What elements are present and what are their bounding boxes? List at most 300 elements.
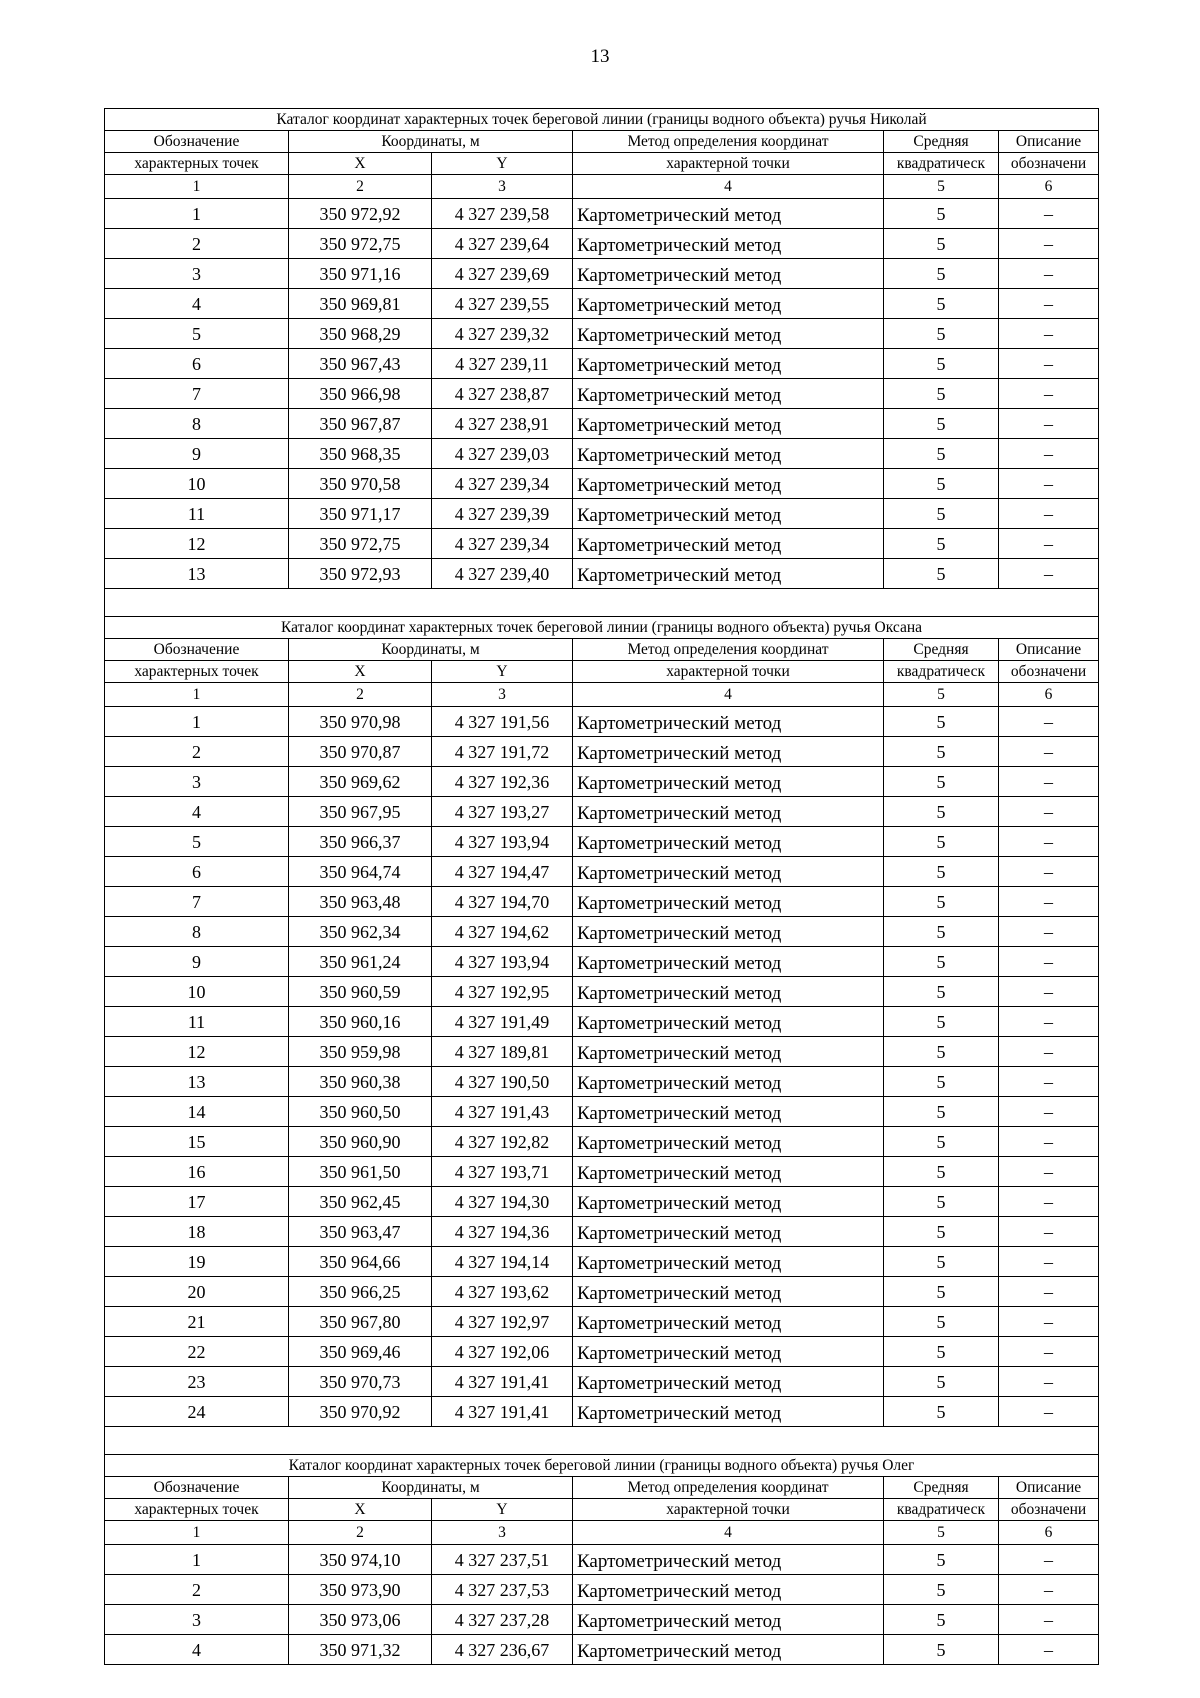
coord-y: 4 327 238,87 bbox=[432, 379, 573, 409]
coord-x: 350 963,48 bbox=[289, 887, 432, 917]
coord-y: 4 327 191,41 bbox=[432, 1397, 573, 1427]
point-id: 4 bbox=[105, 289, 289, 319]
accuracy-cell: 5 bbox=[884, 857, 999, 887]
point-id: 11 bbox=[105, 1007, 289, 1037]
method-cell: Картометрический метод bbox=[573, 1037, 884, 1067]
table-row bbox=[105, 1187, 1099, 1217]
coord-y: 4 327 193,62 bbox=[432, 1277, 573, 1307]
point-id: 2 bbox=[105, 229, 289, 259]
accuracy-cell: 5 bbox=[884, 1217, 999, 1247]
coord-x: 350 964,66 bbox=[289, 1247, 432, 1277]
header-accuracy-2: квадратическ bbox=[884, 153, 999, 175]
header-designation: Обозначение bbox=[105, 1477, 289, 1499]
accuracy-cell: 5 bbox=[884, 1575, 999, 1605]
description-cell: – bbox=[999, 737, 1099, 767]
coord-x: 350 967,43 bbox=[289, 349, 432, 379]
table-row bbox=[105, 1307, 1099, 1337]
coord-y: 4 327 194,47 bbox=[432, 857, 573, 887]
header-y: Y bbox=[432, 1499, 573, 1521]
accuracy-cell: 5 bbox=[884, 259, 999, 289]
accuracy-cell: 5 bbox=[884, 797, 999, 827]
catalog-body bbox=[105, 109, 1099, 1665]
header-description-2: обозначени bbox=[999, 661, 1099, 683]
method-cell: Картометрический метод bbox=[573, 767, 884, 797]
table-row bbox=[105, 469, 1099, 499]
header-row-1 bbox=[105, 131, 1099, 153]
point-id: 12 bbox=[105, 529, 289, 559]
column-number: 1 bbox=[105, 175, 289, 199]
method-cell: Картометрический метод bbox=[573, 887, 884, 917]
header-method-2: характерной точки bbox=[573, 661, 884, 683]
coord-y: 4 327 191,41 bbox=[432, 1367, 573, 1397]
coord-y: 4 327 193,94 bbox=[432, 947, 573, 977]
description-cell: – bbox=[999, 199, 1099, 229]
coord-x: 350 974,10 bbox=[289, 1545, 432, 1575]
coord-y: 4 327 239,39 bbox=[432, 499, 573, 529]
coord-x: 350 967,87 bbox=[289, 409, 432, 439]
point-id: 23 bbox=[105, 1367, 289, 1397]
table-row bbox=[105, 529, 1099, 559]
method-cell: Картометрический метод bbox=[573, 947, 884, 977]
header-method: Метод определения координат bbox=[573, 639, 884, 661]
spacer-cell bbox=[105, 589, 1099, 617]
method-cell: Картометрический метод bbox=[573, 199, 884, 229]
catalog-title: Каталог координат характерных точек береговой линии (границы водного объекта) ручья Николай bbox=[105, 109, 1099, 131]
coord-x: 350 962,34 bbox=[289, 917, 432, 947]
accuracy-cell: 5 bbox=[884, 707, 999, 737]
method-cell: Картометрический метод bbox=[573, 529, 884, 559]
description-cell: – bbox=[999, 439, 1099, 469]
spacer-row bbox=[105, 589, 1099, 617]
table-row bbox=[105, 379, 1099, 409]
header-row-1 bbox=[105, 1477, 1099, 1499]
coord-x: 350 960,59 bbox=[289, 977, 432, 1007]
header-designation-2: характерных точек bbox=[105, 1499, 289, 1521]
point-id: 8 bbox=[105, 409, 289, 439]
method-cell: Картометрический метод bbox=[573, 977, 884, 1007]
description-cell: – bbox=[999, 707, 1099, 737]
point-id: 16 bbox=[105, 1157, 289, 1187]
accuracy-cell: 5 bbox=[884, 737, 999, 767]
accuracy-cell: 5 bbox=[884, 349, 999, 379]
coord-y: 4 327 238,91 bbox=[432, 409, 573, 439]
table-row bbox=[105, 199, 1099, 229]
coord-x: 350 968,35 bbox=[289, 439, 432, 469]
method-cell: Картометрический метод bbox=[573, 707, 884, 737]
column-number: 5 bbox=[884, 1521, 999, 1545]
header-row-1 bbox=[105, 639, 1099, 661]
coord-x: 350 967,80 bbox=[289, 1307, 432, 1337]
point-id: 5 bbox=[105, 827, 289, 857]
coord-y: 4 327 239,64 bbox=[432, 229, 573, 259]
coord-y: 4 327 193,71 bbox=[432, 1157, 573, 1187]
coord-x: 350 967,95 bbox=[289, 797, 432, 827]
coord-y: 4 327 194,36 bbox=[432, 1217, 573, 1247]
method-cell: Картометрический метод bbox=[573, 229, 884, 259]
coord-x: 350 959,98 bbox=[289, 1037, 432, 1067]
coord-x: 350 960,16 bbox=[289, 1007, 432, 1037]
description-cell: – bbox=[999, 1397, 1099, 1427]
description-cell: – bbox=[999, 1097, 1099, 1127]
method-cell: Картометрический метод bbox=[573, 1545, 884, 1575]
coord-y: 4 327 190,50 bbox=[432, 1067, 573, 1097]
header-designation: Обозначение bbox=[105, 639, 289, 661]
table-row bbox=[105, 737, 1099, 767]
coord-y: 4 327 194,70 bbox=[432, 887, 573, 917]
coord-x: 350 970,58 bbox=[289, 469, 432, 499]
accuracy-cell: 5 bbox=[884, 289, 999, 319]
point-id: 13 bbox=[105, 559, 289, 589]
table-row bbox=[105, 1037, 1099, 1067]
coord-x: 350 973,90 bbox=[289, 1575, 432, 1605]
table-row bbox=[105, 797, 1099, 827]
point-id: 6 bbox=[105, 857, 289, 887]
header-description: Описание bbox=[999, 1477, 1099, 1499]
column-number: 1 bbox=[105, 1521, 289, 1545]
header-x: X bbox=[289, 1499, 432, 1521]
point-id: 8 bbox=[105, 917, 289, 947]
column-number: 4 bbox=[573, 683, 884, 707]
coord-y: 4 327 192,36 bbox=[432, 767, 573, 797]
coord-x: 350 964,74 bbox=[289, 857, 432, 887]
point-id: 4 bbox=[105, 1635, 289, 1665]
table-row bbox=[105, 1217, 1099, 1247]
method-cell: Картометрический метод bbox=[573, 379, 884, 409]
column-number: 3 bbox=[432, 175, 573, 199]
header-y: Y bbox=[432, 661, 573, 683]
coord-x: 350 969,62 bbox=[289, 767, 432, 797]
description-cell: – bbox=[999, 977, 1099, 1007]
table-row bbox=[105, 1007, 1099, 1037]
description-cell: – bbox=[999, 349, 1099, 379]
method-cell: Картометрический метод bbox=[573, 469, 884, 499]
column-number: 5 bbox=[884, 175, 999, 199]
column-number: 2 bbox=[289, 1521, 432, 1545]
description-cell: – bbox=[999, 379, 1099, 409]
accuracy-cell: 5 bbox=[884, 1067, 999, 1097]
catalog-title-row bbox=[105, 617, 1099, 639]
coord-y: 4 327 237,28 bbox=[432, 1605, 573, 1635]
accuracy-cell: 5 bbox=[884, 229, 999, 259]
coord-x: 350 971,17 bbox=[289, 499, 432, 529]
header-description: Описание bbox=[999, 131, 1099, 153]
accuracy-cell: 5 bbox=[884, 1187, 999, 1217]
coord-x: 350 961,24 bbox=[289, 947, 432, 977]
accuracy-cell: 5 bbox=[884, 1397, 999, 1427]
point-id: 15 bbox=[105, 1127, 289, 1157]
coord-y: 4 327 192,95 bbox=[432, 977, 573, 1007]
column-number: 4 bbox=[573, 1521, 884, 1545]
table-row bbox=[105, 499, 1099, 529]
header-coordinates: Координаты, м bbox=[289, 1477, 573, 1499]
point-id: 3 bbox=[105, 259, 289, 289]
accuracy-cell: 5 bbox=[884, 1367, 999, 1397]
table-row bbox=[105, 1277, 1099, 1307]
spacer-row bbox=[105, 1427, 1099, 1455]
description-cell: – bbox=[999, 767, 1099, 797]
table-row bbox=[105, 857, 1099, 887]
description-cell: – bbox=[999, 1157, 1099, 1187]
description-cell: – bbox=[999, 947, 1099, 977]
coord-x: 350 972,75 bbox=[289, 529, 432, 559]
method-cell: Картометрический метод bbox=[573, 827, 884, 857]
header-description: Описание bbox=[999, 639, 1099, 661]
description-cell: – bbox=[999, 1277, 1099, 1307]
header-accuracy: Средняя bbox=[884, 131, 999, 153]
coord-x: 350 970,98 bbox=[289, 707, 432, 737]
coord-x: 350 960,50 bbox=[289, 1097, 432, 1127]
point-id: 3 bbox=[105, 1605, 289, 1635]
point-id: 2 bbox=[105, 737, 289, 767]
accuracy-cell: 5 bbox=[884, 199, 999, 229]
page-number: 13 bbox=[590, 46, 610, 67]
accuracy-cell: 5 bbox=[884, 529, 999, 559]
column-numbers-row bbox=[105, 1521, 1099, 1545]
accuracy-cell: 5 bbox=[884, 409, 999, 439]
coord-y: 4 327 239,34 bbox=[432, 529, 573, 559]
accuracy-cell: 5 bbox=[884, 379, 999, 409]
table-row bbox=[105, 349, 1099, 379]
coord-y: 4 327 237,51 bbox=[432, 1545, 573, 1575]
header-accuracy-2: квадратическ bbox=[884, 1499, 999, 1521]
description-cell: – bbox=[999, 1545, 1099, 1575]
method-cell: Картометрический метод bbox=[573, 1247, 884, 1277]
point-id: 12 bbox=[105, 1037, 289, 1067]
table-row bbox=[105, 1367, 1099, 1397]
description-cell: – bbox=[999, 797, 1099, 827]
catalog-title-row bbox=[105, 1455, 1099, 1477]
point-id: 3 bbox=[105, 767, 289, 797]
header-method: Метод определения координат bbox=[573, 131, 884, 153]
coord-x: 350 966,37 bbox=[289, 827, 432, 857]
method-cell: Картометрический метод bbox=[573, 1277, 884, 1307]
method-cell: Картометрический метод bbox=[573, 439, 884, 469]
coord-y: 4 327 191,56 bbox=[432, 707, 573, 737]
point-id: 5 bbox=[105, 319, 289, 349]
header-x: X bbox=[289, 661, 432, 683]
header-accuracy: Средняя bbox=[884, 639, 999, 661]
method-cell: Картометрический метод bbox=[573, 737, 884, 767]
accuracy-cell: 5 bbox=[884, 1277, 999, 1307]
coord-x: 350 960,38 bbox=[289, 1067, 432, 1097]
coord-y: 4 327 239,11 bbox=[432, 349, 573, 379]
header-designation: Обозначение bbox=[105, 131, 289, 153]
method-cell: Картометрический метод bbox=[573, 1337, 884, 1367]
table-row bbox=[105, 827, 1099, 857]
accuracy-cell: 5 bbox=[884, 1127, 999, 1157]
accuracy-cell: 5 bbox=[884, 1157, 999, 1187]
method-cell: Картометрический метод bbox=[573, 1127, 884, 1157]
point-id: 4 bbox=[105, 797, 289, 827]
table-row bbox=[105, 947, 1099, 977]
header-y: Y bbox=[432, 153, 573, 175]
description-cell: – bbox=[999, 887, 1099, 917]
coord-x: 350 970,73 bbox=[289, 1367, 432, 1397]
description-cell: – bbox=[999, 409, 1099, 439]
coord-y: 4 327 237,53 bbox=[432, 1575, 573, 1605]
table-row bbox=[105, 289, 1099, 319]
method-cell: Картометрический метод bbox=[573, 1217, 884, 1247]
header-x: X bbox=[289, 153, 432, 175]
accuracy-cell: 5 bbox=[884, 469, 999, 499]
coord-y: 4 327 192,82 bbox=[432, 1127, 573, 1157]
accuracy-cell: 5 bbox=[884, 827, 999, 857]
header-row-2 bbox=[105, 153, 1099, 175]
accuracy-cell: 5 bbox=[884, 439, 999, 469]
coord-y: 4 327 239,55 bbox=[432, 289, 573, 319]
method-cell: Картометрический метод bbox=[573, 289, 884, 319]
coord-x: 350 972,75 bbox=[289, 229, 432, 259]
table-row bbox=[105, 767, 1099, 797]
coord-y: 4 327 193,94 bbox=[432, 827, 573, 857]
description-cell: – bbox=[999, 917, 1099, 947]
point-id: 10 bbox=[105, 977, 289, 1007]
table-row bbox=[105, 1247, 1099, 1277]
table-row bbox=[105, 1605, 1099, 1635]
coord-x: 350 969,81 bbox=[289, 289, 432, 319]
header-accuracy: Средняя bbox=[884, 1477, 999, 1499]
description-cell: – bbox=[999, 499, 1099, 529]
description-cell: – bbox=[999, 857, 1099, 887]
coord-y: 4 327 239,40 bbox=[432, 559, 573, 589]
table-row bbox=[105, 409, 1099, 439]
table-row bbox=[105, 259, 1099, 289]
column-number: 3 bbox=[432, 683, 573, 707]
point-id: 1 bbox=[105, 707, 289, 737]
header-designation-2: характерных точек bbox=[105, 661, 289, 683]
header-coordinates: Координаты, м bbox=[289, 639, 573, 661]
table-row bbox=[105, 1127, 1099, 1157]
accuracy-cell: 5 bbox=[884, 977, 999, 1007]
description-cell: – bbox=[999, 1367, 1099, 1397]
table-row bbox=[105, 887, 1099, 917]
point-id: 1 bbox=[105, 1545, 289, 1575]
coord-x: 350 966,25 bbox=[289, 1277, 432, 1307]
description-cell: – bbox=[999, 529, 1099, 559]
coord-y: 4 327 239,69 bbox=[432, 259, 573, 289]
point-id: 7 bbox=[105, 887, 289, 917]
column-numbers-row bbox=[105, 683, 1099, 707]
point-id: 19 bbox=[105, 1247, 289, 1277]
description-cell: – bbox=[999, 1337, 1099, 1367]
table-row bbox=[105, 1545, 1099, 1575]
method-cell: Картометрический метод bbox=[573, 349, 884, 379]
coord-x: 350 973,06 bbox=[289, 1605, 432, 1635]
header-row-2 bbox=[105, 1499, 1099, 1521]
table-row bbox=[105, 1337, 1099, 1367]
method-cell: Картометрический метод bbox=[573, 1007, 884, 1037]
method-cell: Картометрический метод bbox=[573, 409, 884, 439]
column-number: 1 bbox=[105, 683, 289, 707]
point-id: 20 bbox=[105, 1277, 289, 1307]
method-cell: Картометрический метод bbox=[573, 1635, 884, 1665]
catalog-title: Каталог координат характерных точек береговой линии (границы водного объекта) ручья Оксана bbox=[105, 617, 1099, 639]
description-cell: – bbox=[999, 1007, 1099, 1037]
point-id: 11 bbox=[105, 499, 289, 529]
method-cell: Картометрический метод bbox=[573, 917, 884, 947]
method-cell: Картометрический метод bbox=[573, 1097, 884, 1127]
column-number: 6 bbox=[999, 683, 1099, 707]
accuracy-cell: 5 bbox=[884, 1337, 999, 1367]
coord-y: 4 327 194,30 bbox=[432, 1187, 573, 1217]
coord-y: 4 327 239,32 bbox=[432, 319, 573, 349]
table-row bbox=[105, 917, 1099, 947]
accuracy-cell: 5 bbox=[884, 1605, 999, 1635]
header-method-2: характерной точки bbox=[573, 153, 884, 175]
description-cell: – bbox=[999, 1247, 1099, 1277]
description-cell: – bbox=[999, 1067, 1099, 1097]
coord-x: 350 972,93 bbox=[289, 559, 432, 589]
method-cell: Картометрический метод bbox=[573, 559, 884, 589]
accuracy-cell: 5 bbox=[884, 887, 999, 917]
point-id: 18 bbox=[105, 1217, 289, 1247]
accuracy-cell: 5 bbox=[884, 319, 999, 349]
header-method-2: характерной точки bbox=[573, 1499, 884, 1521]
point-id: 7 bbox=[105, 379, 289, 409]
catalog-table bbox=[104, 108, 1099, 1665]
spacer-cell bbox=[105, 1427, 1099, 1455]
description-cell: – bbox=[999, 1575, 1099, 1605]
column-number: 4 bbox=[573, 175, 884, 199]
description-cell: – bbox=[999, 1187, 1099, 1217]
table-row bbox=[105, 439, 1099, 469]
catalog-title: Каталог координат характерных точек береговой линии (границы водного объекта) ручья Олег bbox=[105, 1455, 1099, 1477]
catalog-title-row bbox=[105, 109, 1099, 131]
method-cell: Картометрический метод bbox=[573, 319, 884, 349]
accuracy-cell: 5 bbox=[884, 559, 999, 589]
point-id: 13 bbox=[105, 1067, 289, 1097]
column-number: 3 bbox=[432, 1521, 573, 1545]
header-method: Метод определения координат bbox=[573, 1477, 884, 1499]
table-row bbox=[105, 1575, 1099, 1605]
table-row bbox=[105, 1635, 1099, 1665]
coord-x: 350 969,46 bbox=[289, 1337, 432, 1367]
coord-y: 4 327 191,72 bbox=[432, 737, 573, 767]
method-cell: Картометрический метод bbox=[573, 1187, 884, 1217]
coord-y: 4 327 192,06 bbox=[432, 1337, 573, 1367]
description-cell: – bbox=[999, 319, 1099, 349]
coord-x: 350 960,90 bbox=[289, 1127, 432, 1157]
coord-y: 4 327 239,03 bbox=[432, 439, 573, 469]
coord-x: 350 966,98 bbox=[289, 379, 432, 409]
column-number: 6 bbox=[999, 1521, 1099, 1545]
point-id: 14 bbox=[105, 1097, 289, 1127]
description-cell: – bbox=[999, 827, 1099, 857]
table-row bbox=[105, 1397, 1099, 1427]
point-id: 2 bbox=[105, 1575, 289, 1605]
accuracy-cell: 5 bbox=[884, 1007, 999, 1037]
method-cell: Картометрический метод bbox=[573, 1605, 884, 1635]
column-number: 2 bbox=[289, 683, 432, 707]
table-row bbox=[105, 977, 1099, 1007]
accuracy-cell: 5 bbox=[884, 1307, 999, 1337]
table-row bbox=[105, 707, 1099, 737]
coord-x: 350 970,87 bbox=[289, 737, 432, 767]
accuracy-cell: 5 bbox=[884, 1097, 999, 1127]
coord-y: 4 327 194,62 bbox=[432, 917, 573, 947]
point-id: 6 bbox=[105, 349, 289, 379]
column-number: 6 bbox=[999, 175, 1099, 199]
description-cell: – bbox=[999, 469, 1099, 499]
accuracy-cell: 5 bbox=[884, 917, 999, 947]
description-cell: – bbox=[999, 289, 1099, 319]
description-cell: – bbox=[999, 1635, 1099, 1665]
description-cell: – bbox=[999, 559, 1099, 589]
accuracy-cell: 5 bbox=[884, 767, 999, 797]
accuracy-cell: 5 bbox=[884, 1545, 999, 1575]
description-cell: – bbox=[999, 1307, 1099, 1337]
coord-y: 4 327 191,49 bbox=[432, 1007, 573, 1037]
